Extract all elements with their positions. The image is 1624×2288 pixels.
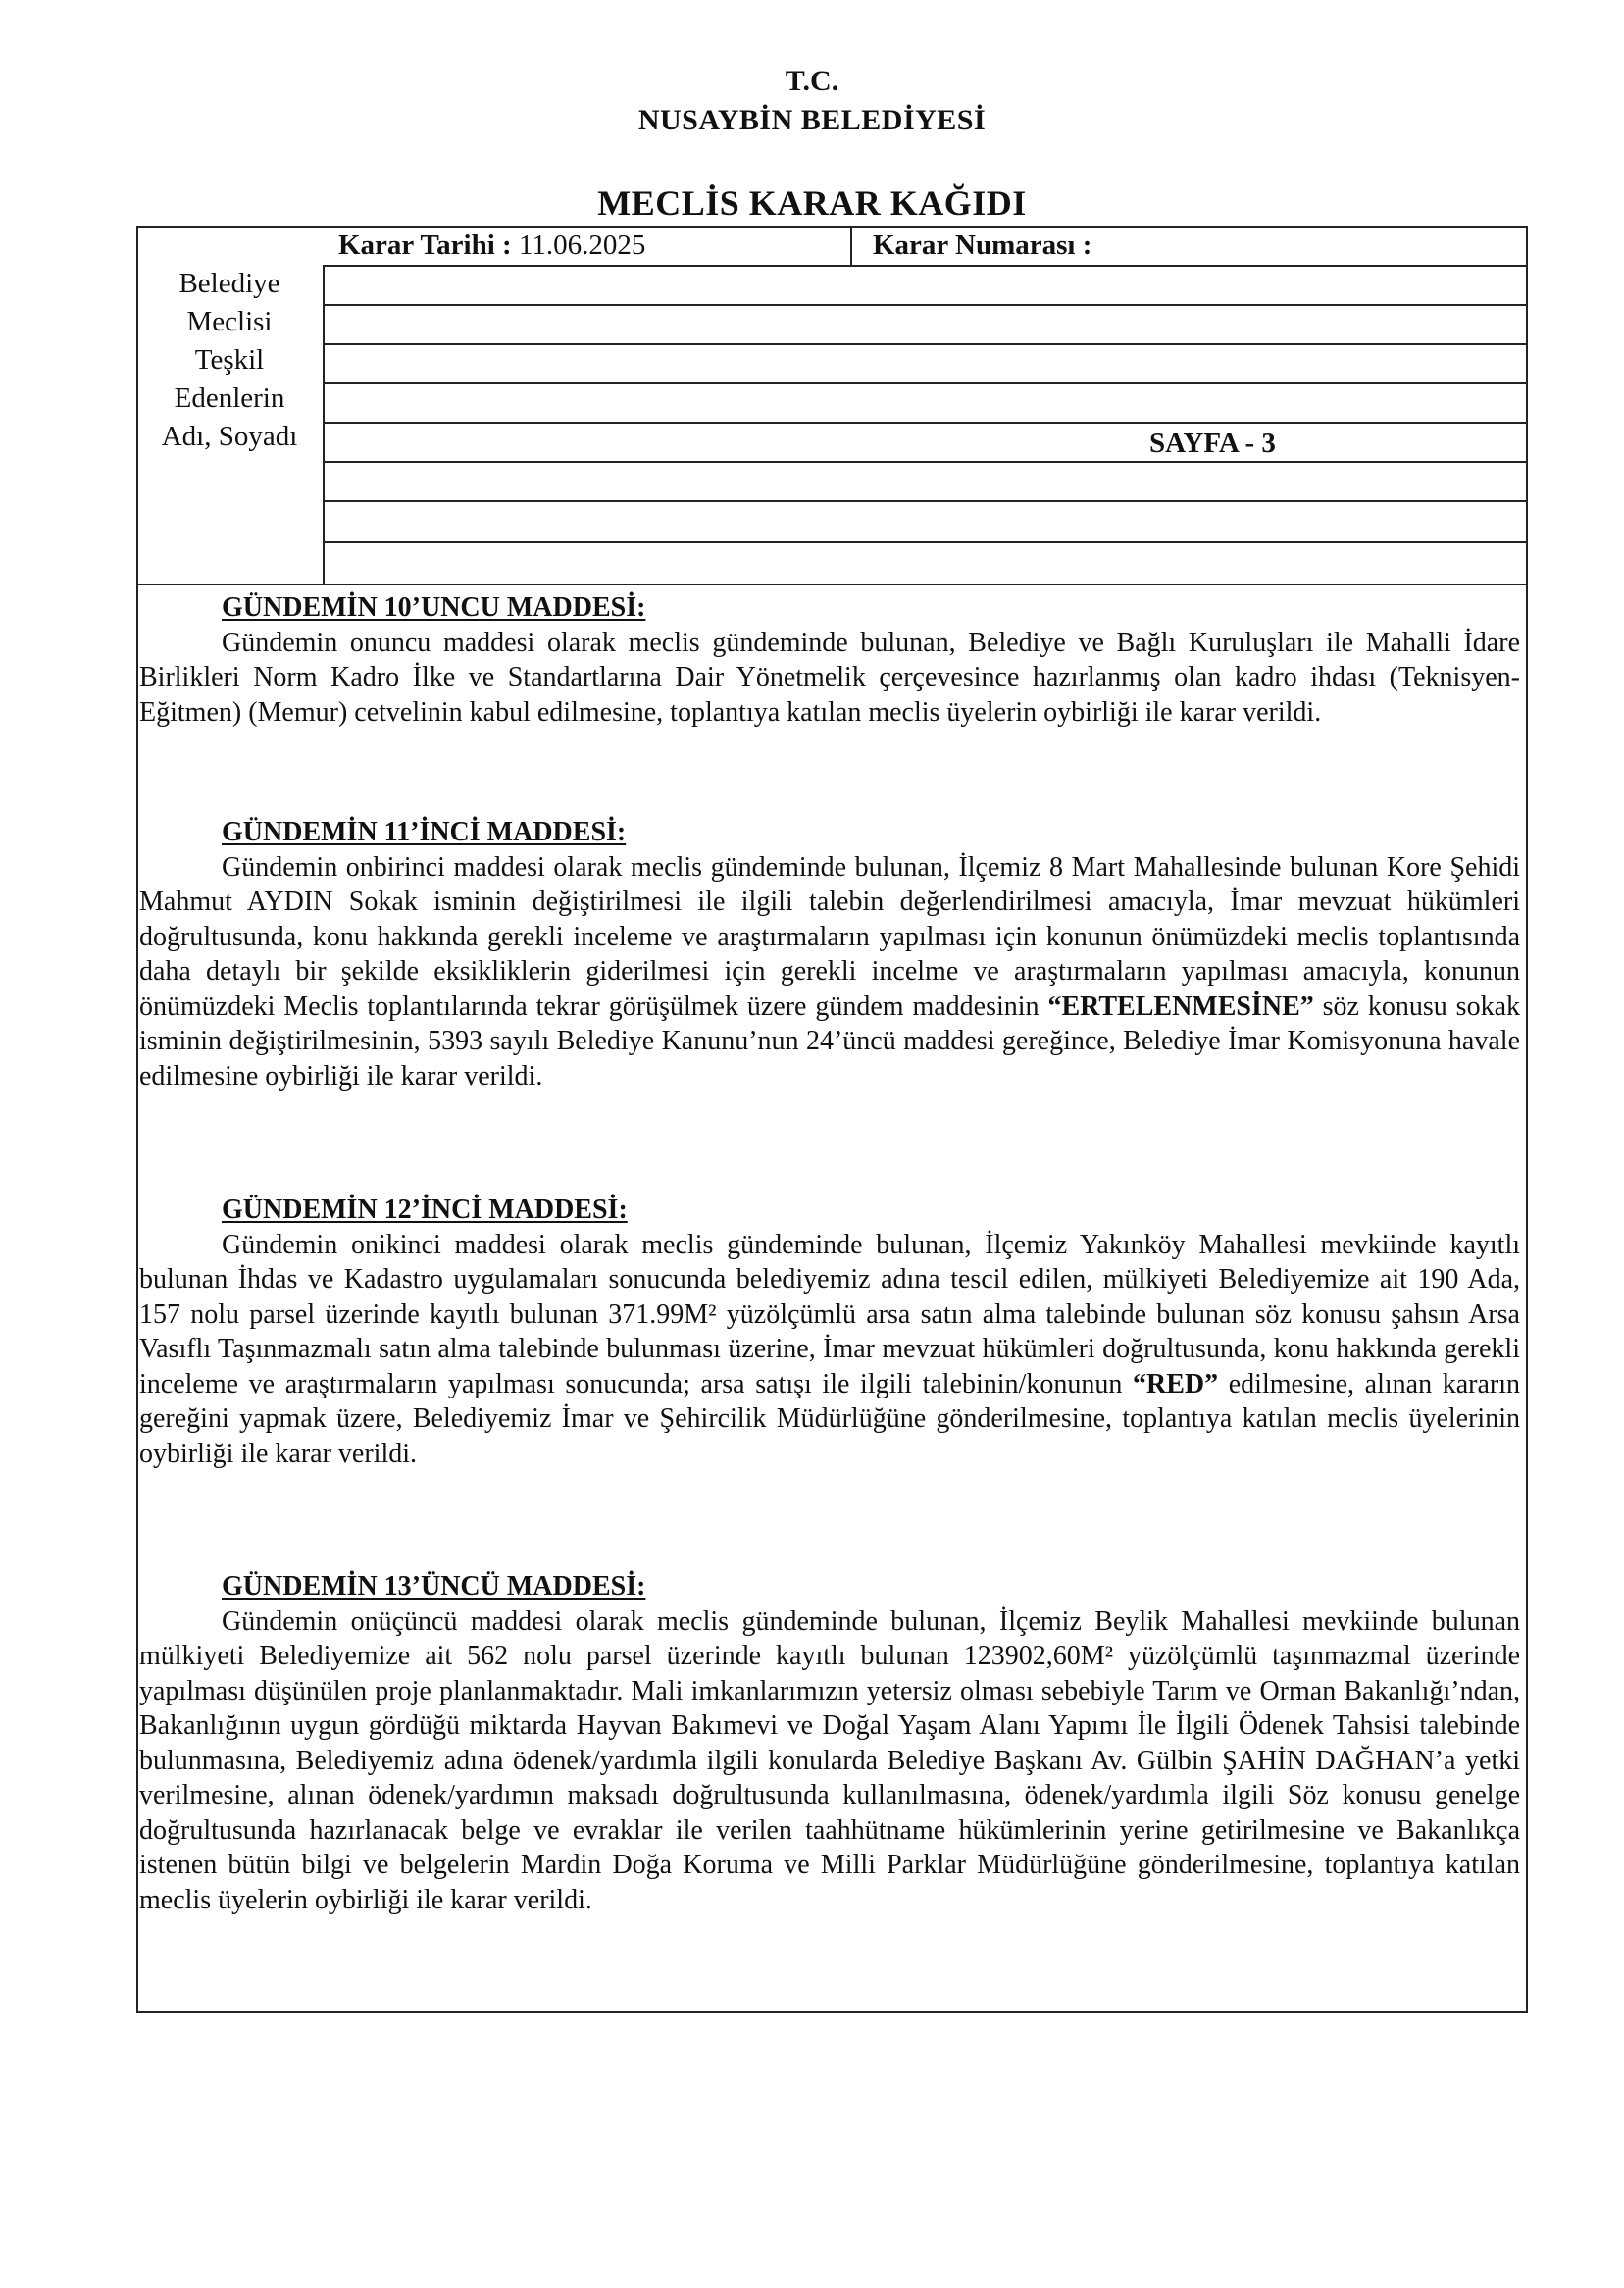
page-number: SAYFA - 3 (1149, 428, 1276, 459)
municipality-name: NUSAYBİN BELEDİYESİ (637, 104, 987, 136)
header-divider (850, 228, 852, 265)
agenda-text-part: Gündemin onuncu maddesi olarak meclis gündeminde bulunan, Belediye ve Bağlı Kuruluşları ile Mahalli İdare Birlikleri Norm Kadro İlke ve Standartlarına Dair Yönetmelik çerçevesince hazırlanmış olan kadro ihdası (Teknisyen-Eğitmen) (Memur) cetvelinin kabul edilmesine, toplantıya katılan meclis üyelerin oybirliği ile karar verildi. (139, 627, 1520, 728)
agenda-text-part: Gündemin onikinci maddesi olarak meclis gündeminde bulunan, İlçemiz Yakınköy Mahallesi mevkiinde kayıtlı bulunan İhdas ve Kadastro uygulamaları sonucunda belediyemiz adına tescil edilen, mülkiyeti Belediyemize ait 190 Ada, 157 nolu parsel üzerinde kayıtlı bulunan 371.99M² yüzölçümlü arsa satın alma talebinde bulunan söz konusu şahsın Arsa Vasıflı Taşınmazmalı satın alma talebinde bulunması üzerine, İmar mevzuat hükümleri doğrultusunda, konu hakkında gerekli inceleme ve araştırmaların yapılması sonucunda; arsa satışı ile ilgili talebinin/konunun (139, 1229, 1520, 1399)
agenda-text-emphasis: “ERTELENMESİNE” (1047, 991, 1314, 1022)
member-row-line (323, 541, 1528, 543)
agenda-heading: GÜNDEMİN 13’ÜNCÜ MADDESİ: (222, 1571, 646, 1602)
agenda-heading: GÜNDEMİN 11’İNCİ MADDESİ: (222, 817, 627, 847)
agenda-item-13 (139, 1569, 1520, 1917)
agenda-text-part: Gündemin onüçüncü maddesi olarak meclis gündeminde bulunan, İlçemiz Beylik Mahallesi mevkiinde bulunan mülkiyeti Belediyemize ait 562 nolu parsel üzerinde kayıtlı bulunan 123902,60M² yüzölçümlü taşınmazmal üzerinde yapılması düşünülen proje planlanmaktadır. Mali imkanlarımızın yetersiz olması sebebiyle Tarım ve Orman Bakanlığı’ndan, Bakanlığının uygun gördüğü miktarda Hayvan Bakımevi ve Doğal Yaşam Alanı Yapımı İle İlgili Ödenek Tahsisi talebinde bulunmasına, Belediyemiz adına ödenek/yardımla ilgili konularda Belediye Başkanı Av. Gülbin ŞAHİN DAĞHAN’a yetki verilmesine, alınan ödenek/yardımın maksadı doğrultusunda kullanılmasına, ödenek/yardımla ilgili Söz konusu genelge doğrultusunda hazırlanacak belge ve evraklar ile verilen taahhütname hükümlerinin yerine getirilmesine ve Bakanlıkça istenen bütün bilgi ve belgelerin Mardin Doğa Koruma ve Milli Parklar Müdürlüğüne gönderilmesine, toplantıya katılan meclis üyelerin oybirliği ile karar verildi. (139, 1605, 1520, 1915)
agenda-item-10 (139, 590, 1520, 730)
document-title: MECLİS KARAR KAĞIDI (597, 183, 1027, 223)
members-label-line: Meclisi (186, 306, 273, 337)
member-row-line (323, 422, 1528, 424)
agenda-text-part: edilmesine, alınan kararın gereğini yapmak üzere, Belediyemiz İmar ve Şehircilik Müdürlüğüne gönderilmesine, toplantıya katılan meclis üyelerinin oybirliği ile karar verildi. (139, 1368, 1521, 1469)
members-label-line: Edenlerin (174, 382, 285, 414)
members-label-line: Belediye (178, 268, 280, 299)
agenda-text-part: söz konusu sokak isminin değiştirilmesinin, 5393 sayılı Belediye Kanunu’nun 24’üncü maddesi gereğince, Belediye İmar Komisyonuna havale edilmesine oybirliği ile karar verildi. (139, 991, 1520, 1092)
decision-date-label: Karar Tarihi : (338, 229, 512, 261)
agenda-text (139, 1604, 1520, 1918)
agenda-text (139, 626, 1520, 731)
members-label-line: Teşkil (194, 344, 265, 376)
header-tc: T.C. (785, 65, 839, 97)
member-row-line (323, 500, 1528, 502)
agenda-heading: GÜNDEMİN 10’UNCU MADDESİ: (222, 592, 646, 623)
members-label-line: Adı, Soyadı (161, 421, 298, 452)
agenda-heading: GÜNDEMİN 12’İNCİ MADDESİ: (222, 1195, 628, 1225)
decision-date (338, 229, 645, 262)
member-row-line (323, 343, 1528, 345)
agenda-item-12 (139, 1193, 1520, 1471)
section-divider (136, 584, 1528, 585)
member-row-line (323, 304, 1528, 306)
agenda-text (139, 850, 1520, 1094)
agenda-text (139, 1228, 1520, 1472)
decision-number-label: Karar Numarası : (873, 229, 1092, 261)
agenda-item-11 (139, 815, 1520, 1093)
member-row-line (323, 461, 1528, 463)
decision-date-value: 11.06.2025 (518, 229, 646, 261)
members-label (136, 265, 323, 456)
agenda-text-emphasis: “RED” (1132, 1368, 1219, 1399)
member-row-line (323, 382, 1528, 384)
members-table (323, 265, 1528, 584)
agenda-text-part: Gündemin onbirinci maddesi olarak meclis gündeminde bulunan, İlçemiz 8 Mart Mahallesinde bulunan Kore Şehidi Mahmut AYDIN Sokak isminin değiştirilmesi ile ilgili talebin değerlendirilmesi amacıyla, İmar mevzuat hükümleri doğrultusunda, konu hakkında gerekli inceleme ve araştırmaların yapılması için konunun önümüzdeki meclis toplantısında daha detaylı bir şekilde eksikliklerin giderilmesi için gerekli incelme ve araştırmaların yapılması amacıyla, konunun önümüzdeki Meclis toplantılarında tekrar görüşülmek üzere gündem maddesinin (139, 851, 1520, 1022)
